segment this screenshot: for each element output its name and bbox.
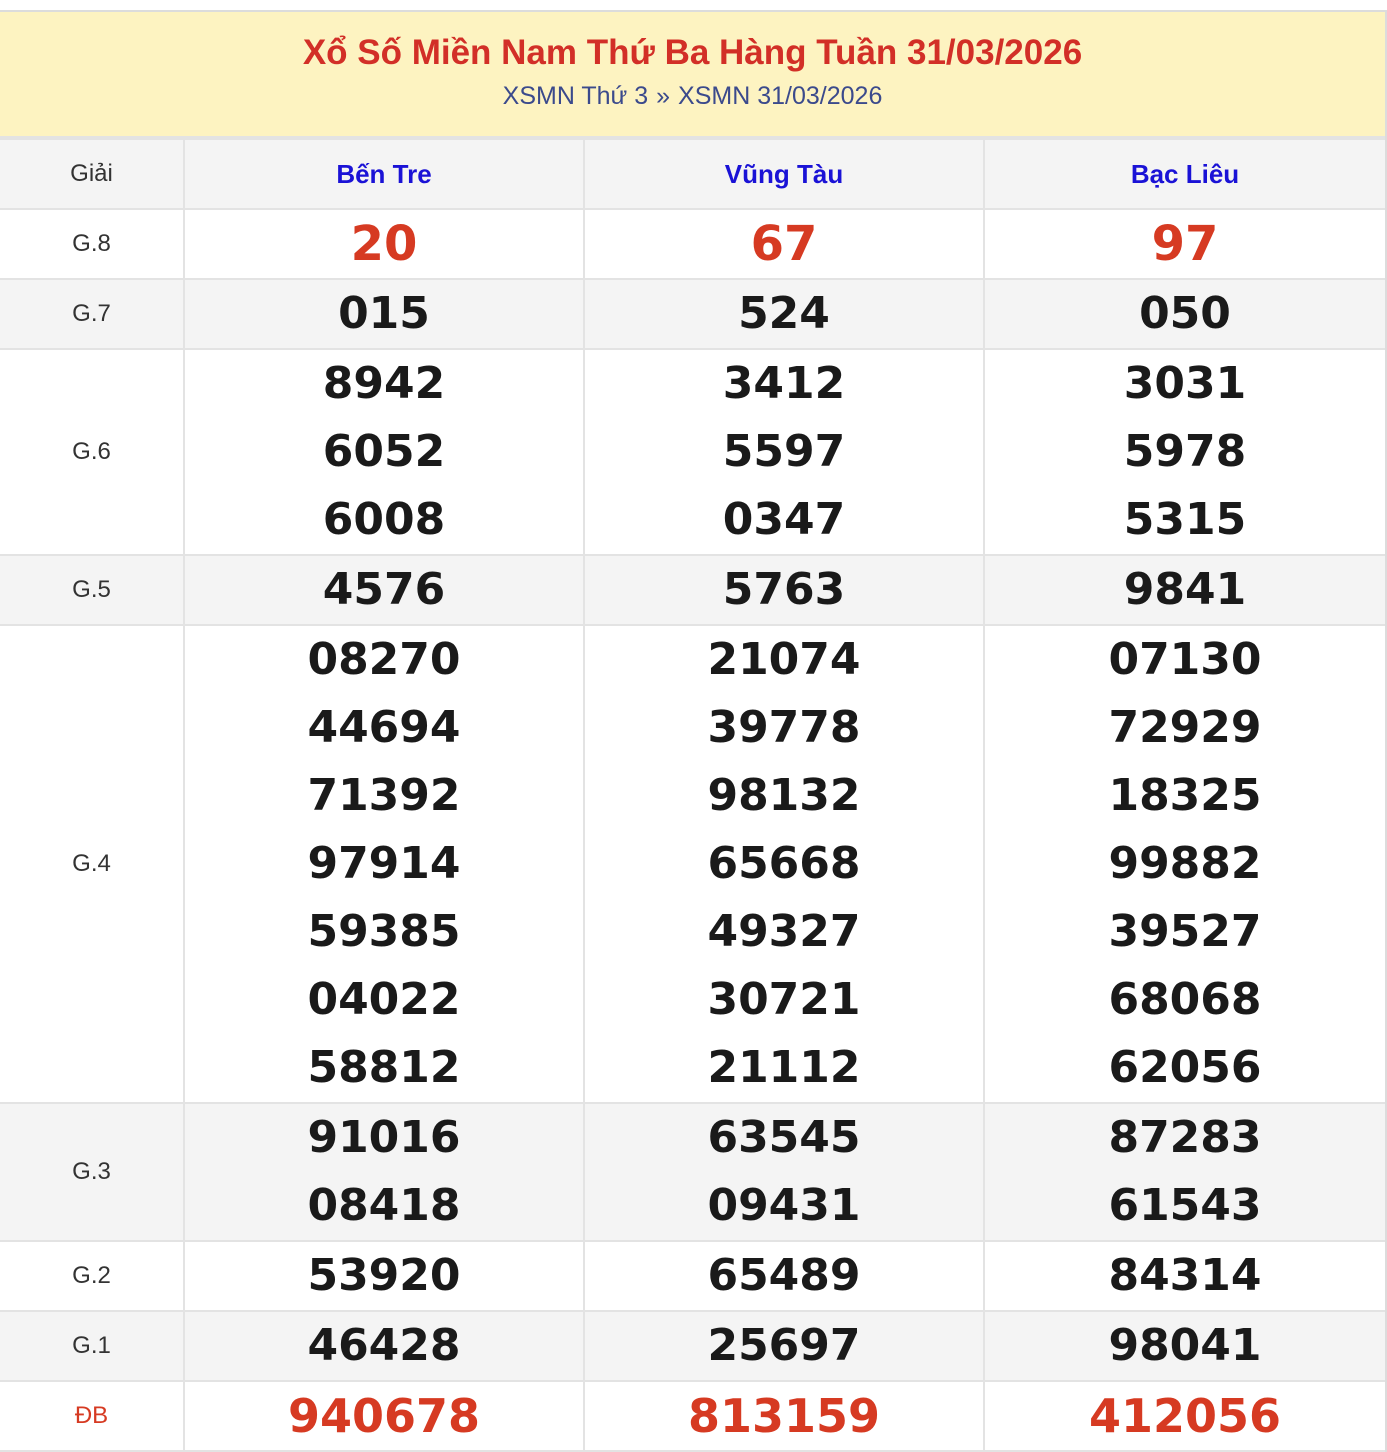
prize-row: [0, 625, 1385, 1103]
result-number: 07130: [1108, 634, 1262, 685]
prize-label: G.6: [72, 438, 111, 465]
result-number: 18325: [1108, 770, 1262, 821]
prize-label-cell: [0, 555, 184, 625]
prize-row: [0, 1381, 1385, 1451]
result-cell: [984, 1103, 1385, 1241]
result-number: 44694: [307, 702, 461, 753]
result-cell: [184, 1311, 584, 1381]
prize-row: [0, 1103, 1385, 1241]
result-number: 49327: [707, 906, 861, 957]
result-number: 67: [750, 216, 818, 272]
prize-label-cell: [0, 1241, 184, 1311]
prize-label: G.5: [72, 576, 111, 603]
province-header: [984, 139, 1385, 209]
result-number: 5597: [722, 426, 846, 477]
result-cell: [584, 1241, 984, 1311]
result-number: 08270: [307, 634, 461, 685]
result-number: 98132: [707, 770, 861, 821]
result-number: 84314: [1108, 1250, 1262, 1301]
breadcrumb-link-date[interactable]: XSMN 31/03/2026: [678, 82, 883, 110]
result-number: 39527: [1108, 906, 1262, 957]
result-cell: [584, 555, 984, 625]
result-cell: [584, 209, 984, 279]
result-number: 5978: [1123, 426, 1247, 477]
results-header: [0, 12, 1385, 138]
result-number: 97914: [307, 838, 461, 889]
prize-label: G.2: [72, 1262, 111, 1289]
prize-row: [0, 279, 1385, 349]
result-number: 5763: [722, 564, 846, 615]
result-number: 21074: [707, 634, 861, 685]
result-number: 63545: [707, 1112, 861, 1163]
prize-label: G.7: [72, 300, 111, 327]
result-cell: [984, 555, 1385, 625]
result-number: 3031: [1123, 358, 1247, 409]
result-cell: [184, 1103, 584, 1241]
result-number: 59385: [307, 906, 461, 957]
province-link[interactable]: Vũng Tàu: [724, 158, 844, 189]
result-number: 5315: [1123, 494, 1247, 545]
prize-row: [0, 209, 1385, 279]
prize-label: G.4: [72, 850, 111, 877]
result-cell: [184, 1241, 584, 1311]
result-number: 524: [738, 288, 830, 339]
result-number: 8942: [322, 358, 446, 409]
breadcrumb-separator: »: [656, 82, 671, 110]
result-number: 46428: [307, 1320, 461, 1371]
result-cell: [584, 1103, 984, 1241]
province-header: [184, 139, 584, 209]
prize-label-cell: [0, 1381, 184, 1451]
result-number: 98041: [1108, 1320, 1262, 1371]
result-cell: [184, 555, 584, 625]
province-link[interactable]: Bạc Liêu: [1130, 158, 1240, 189]
result-number: 91016: [307, 1112, 461, 1163]
result-cell: [584, 625, 984, 1103]
result-cell: [584, 349, 984, 555]
result-cell: [184, 279, 584, 349]
result-number: 940678: [287, 1389, 481, 1443]
result-number: 58812: [307, 1042, 461, 1093]
result-cell: [584, 279, 984, 349]
result-number: 3412: [722, 358, 846, 409]
result-number: 39778: [707, 702, 861, 753]
result-number: 015: [338, 288, 430, 339]
results-table: [0, 138, 1385, 1452]
result-number: 050: [1139, 288, 1231, 339]
result-number: 21112: [707, 1042, 861, 1093]
result-number: 813159: [687, 1389, 881, 1443]
result-number: 68068: [1108, 974, 1262, 1025]
prize-label: G.1: [72, 1332, 111, 1359]
breadcrumb: [0, 80, 1385, 112]
prize-row: [0, 349, 1385, 555]
result-number: 09431: [707, 1180, 861, 1231]
prize-row: [0, 1241, 1385, 1311]
result-number: 65668: [707, 838, 861, 889]
result-number: 0347: [722, 494, 846, 545]
prize-label-cell: [0, 279, 184, 349]
result-number: 25697: [707, 1320, 861, 1371]
prize-label-cell: [0, 1103, 184, 1241]
result-cell: [984, 349, 1385, 555]
result-number: 62056: [1108, 1042, 1262, 1093]
result-number: 20: [350, 216, 418, 272]
result-cell: [184, 209, 584, 279]
result-cell: [984, 1311, 1385, 1381]
result-cell: [184, 1381, 584, 1451]
prize-label-cell: [0, 625, 184, 1103]
prize-column-header: [0, 139, 184, 209]
prize-label-cell: [0, 1311, 184, 1381]
prize-label: ĐB: [74, 1402, 109, 1429]
result-number: 61543: [1108, 1180, 1262, 1231]
prize-column-label: Giải: [70, 160, 113, 187]
result-cell: [584, 1311, 984, 1381]
result-cell: [184, 625, 584, 1103]
prize-label: G.3: [72, 1158, 111, 1185]
result-number: 412056: [1088, 1389, 1282, 1443]
breadcrumb-link-weekday[interactable]: XSMN Thứ 3: [502, 82, 649, 110]
result-number: 72929: [1108, 702, 1262, 753]
result-number: 6008: [322, 494, 446, 545]
table-header-row: [0, 139, 1385, 209]
results-panel: [0, 10, 1387, 1452]
result-cell: [984, 625, 1385, 1103]
prize-row: [0, 555, 1385, 625]
prize-row: [0, 1311, 1385, 1381]
prize-label-cell: [0, 209, 184, 279]
result-number: 6052: [322, 426, 446, 477]
result-number: 08418: [307, 1180, 461, 1231]
results-table-body: [0, 139, 1385, 1451]
result-cell: [584, 1381, 984, 1451]
result-number: 71392: [307, 770, 461, 821]
result-cell: [984, 279, 1385, 349]
result-number: 53920: [307, 1250, 461, 1301]
result-cell: [984, 1381, 1385, 1451]
result-number: 65489: [707, 1250, 861, 1301]
result-number: 30721: [707, 974, 861, 1025]
prize-label: G.8: [72, 230, 111, 257]
province-header: [584, 139, 984, 209]
result-number: 4576: [322, 564, 446, 615]
result-cell: [184, 349, 584, 555]
result-number: 97: [1151, 216, 1219, 272]
result-number: 04022: [307, 974, 461, 1025]
province-link[interactable]: Bến Tre: [336, 158, 432, 189]
result-number: 87283: [1108, 1112, 1262, 1163]
result-cell: [984, 1241, 1385, 1311]
prize-label-cell: [0, 349, 184, 555]
page-title: Xổ Số Miền Nam Thứ Ba Hàng Tuần 31/03/2026: [302, 33, 1083, 72]
result-cell: [984, 209, 1385, 279]
result-number: 9841: [1123, 564, 1247, 615]
result-number: 99882: [1108, 838, 1262, 889]
